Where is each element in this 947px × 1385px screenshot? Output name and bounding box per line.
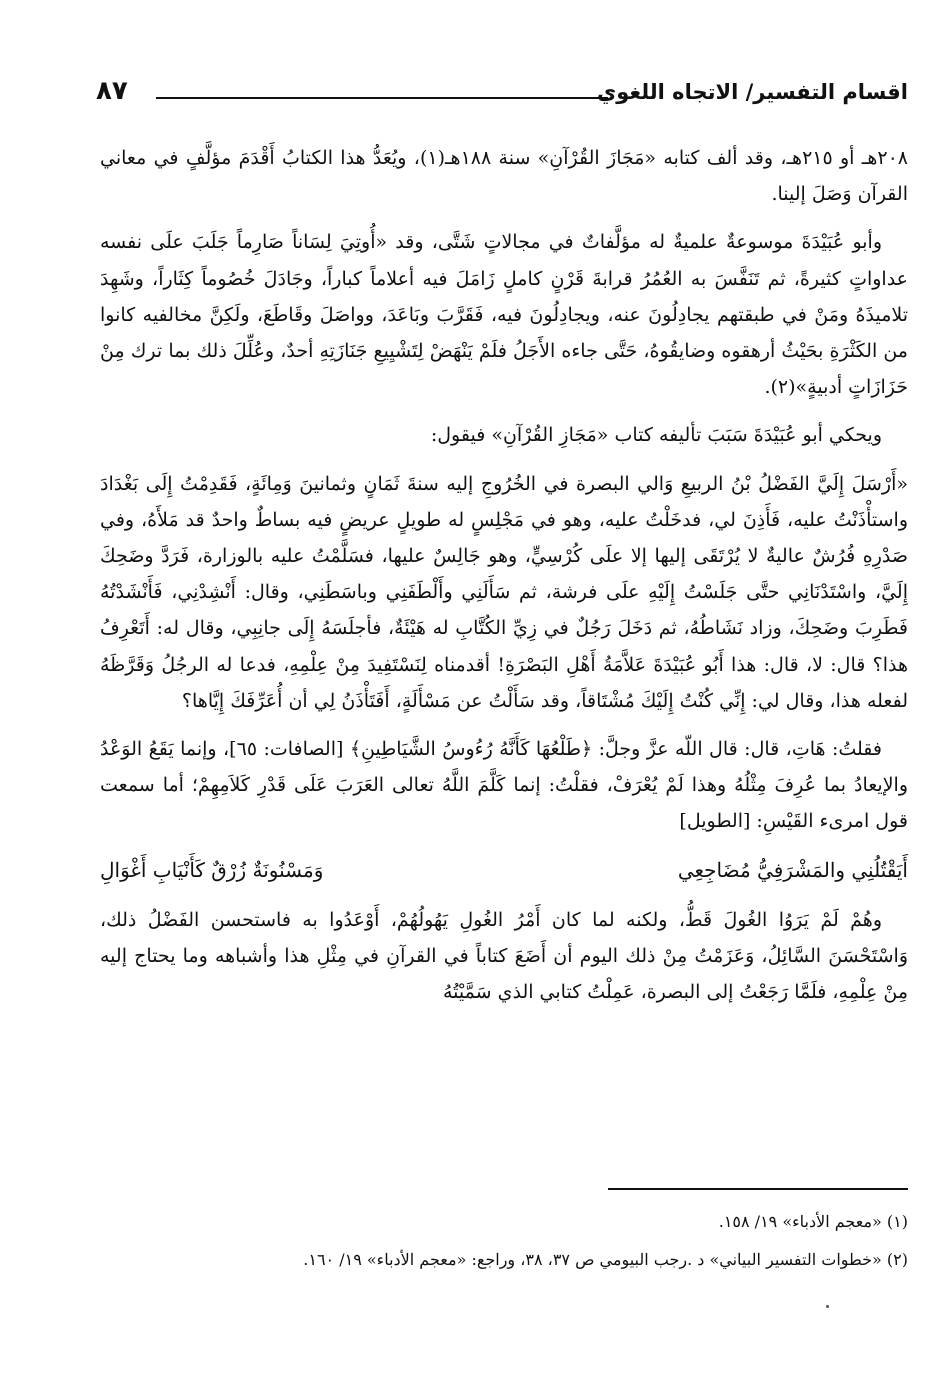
footnote-rule: [608, 1188, 908, 1190]
page-header: [96, 76, 908, 116]
footnotes: [100, 1203, 908, 1279]
paragraph: فقلتُ: هَاتِ، قال: قال اللّه عزَّ وجلَّ: ﴿طَلْعُهَا كَأَنَّهُ رُءُوسُ الشَّيَاطِينِ﴾ [الصافات: ٦٥]، وإنما يَقَعُ الوَعْدُ والإيعادُ بما عُرِفَ مِثْلُهُ وهذا لَمْ يُعْرَفْ، فقلْتُ: إنما كَلَّمَ اللَّهُ تعالى العَرَبَ عَلَى قَدْرِ كَلاَمِهِمْ؛ أما سمعت قول امرىء القَيْسِ: [الطويل]: [100, 738, 908, 833]
poetry-verse: [100, 852, 908, 888]
paragraph: ٢٠٨هـ أو ٢١٥هـ، وقد ألف كتابه «مَجَازَ القُرْآنِ» سنة ١٨٨هـ(١)، ويُعَدُّ هذا الكتابُ أَقْدَمَ مؤلَّفٍ في معاني القرآن وَصَلَ إلينا.: [100, 147, 908, 206]
footnote: (١) «معجم الأدباء» ١٩/ ١٥٨.: [718, 1212, 908, 1231]
main-text: [100, 140, 908, 1022]
paragraph: وهُمْ لَمْ يَرَوُا الغُولَ قَطُّ، ولكنه لما كان أَمْرُ الغُولِ يَهُولُهُمْ، أَوْعَدُوا به فاستحسن الفَضْلُ ذلك، وَاسْتَحْسَنَ السَّائِلُ، وَعَزَمْتُ مِنْ ذلك اليوم أن أَضَعَ كتاباً في القرآنِ في مِثْلِ هذا وأشباهه وما يحتاج إليه مِنْ عِلْمِهِ، فلَمَّا رَجَعْتُ إلى البصرة، عَمِلْتُ كتابي الذي سَمَّيْتُهُ: [100, 908, 908, 1004]
verse-first-hemistich: أَيَقْتُلُنِي والمَشْرَفِيُّ مُضَاجِعِي: [677, 857, 908, 882]
quoted-paragraph: «أَرْسَلَ إِلَيَّ الفَضْلُ بْنُ الربيعِ وَالي البصرة في الخُرُوجِ إليه سنةَ ثَمَانٍ وثمانينَ وَمِائَةٍ، فَقَدِمْتُ إِلَى بَغْدَادَ واستأْذَنْتُ عليه، فَأَذِنَ لي، فدخَلْتُ عليه، وهو في مَجْلِسٍ له طويلٍ عريضٍ فيه بساطٌ واحدٌ قد مَلأَهُ، وفي صَدْرِهِ فُرُشٌ عاليةٌ لا يُرْتَقَى إليها إلا علَى كُرْسِيٍّ، وهو جَالِسٌ عليها، فسَلَّمْتُ عليه بالوزارة، فَرَدَّ وضَحِكَ إِلَيَّ، واسْتَدْنَانِي حتَّى جَلَسْتُ إِلَيْهِ علَى فرشة، ثم سَأَلَنِي وأَلْطَفَنِي وباسَطَنِي، وقال: أَنْشِدْنِي، فَأَنْشَدْتُهُ فَطَرِبَ وضَحِكَ، وزاد نَشَاطُهُ، ثم دَخَلَ رَجُلٌ في زِيِّ الكُتَّابِ له هَيْئَةٌ، فأجلَسَهُ إِلَى جانِبِي، وقال له: أَتَعْرِفُ هذا؟ قال: لا، قال: هذا أَبُو عُبَيْدَةَ عَلاَّمَةُ أَهْلِ البَصْرَةِ! أقدمناه لِنَسْتَفِيدَ مِنْ عِلْمِهِ، فدعا له الرجُلُ وَقَرَّظَهُ لفعله هذا، وقال لي: إِنِّي كُنْتُ إِلَيْكَ مُشْتَاقاً، وقد سَأَلْتُ عن مَسْأَلَةٍ، أَفَتَأْذَنُ لِي أن أُعَرِّفَكَ إِيَّاها؟: [100, 472, 908, 712]
header-rule: [156, 97, 608, 99]
paragraph: وأبو عُبَيْدَةَ موسوعةٌ علميةٌ له مؤلَّفاتٌ في مجالاتٍ شَتَّى، وقد «أُوتِيَ لِسَاناً صَارِماً جَلَبَ علَى نفسه عداواتٍ كثيرةً، ثم تَنَفَّسَ به العُمُرُ قرابةَ قَرْنٍ كاملٍ زَامَلَ فيه أعلاماً كباراً، وجَادَلَ خُصُوماً كِثَاراً، وشَهِدَ تلاميذَهُ ومَنْ في طبقتهم يجادِلُونَ عنه، ويجادِلُونَ فيه، فَقَرَّبَ وبَاعَدَ، وواصَلَ وقَاطَعَ، ولَكِنَّ مخالفيه كانوا من الكَثْرَةِ بحَيْثُ أرهقوه وضايقُوهُ، حَتَّى جاءه الأَجَلُ فلَمْ يَنْهَضْ لِتَشْيِيعِ جَنَازَتِهِ أحدٌ، وعُلِّلَ ذلك بما ترك مِنْ حَزَازَاتٍ أدبيةٍ»(٢).: [100, 231, 908, 399]
paragraph: ويحكي أبو عُبَيْدَةَ سَبَبَ تأليفه كتاب «مَجَازِ القُرْآنِ» فيقول:: [430, 424, 882, 447]
footnote: (٢) «خطوات التفسير البياني» د .رجب البيومي ص ٣٧، ٣٨، وراجع: «معجم الأدباء» ١٩/ ١٦٠.: [303, 1250, 908, 1269]
verse-second-hemistich: وَمَسْنُونَةٌ زُرْقٌ كَأَنْيَابِ أَغْوَالِ: [100, 857, 324, 882]
running-title: اقسام التفسير/ الاتجاه اللغوي: [596, 80, 908, 104]
scan-speck: [826, 1305, 829, 1308]
page-number: ٨٧: [96, 76, 128, 106]
